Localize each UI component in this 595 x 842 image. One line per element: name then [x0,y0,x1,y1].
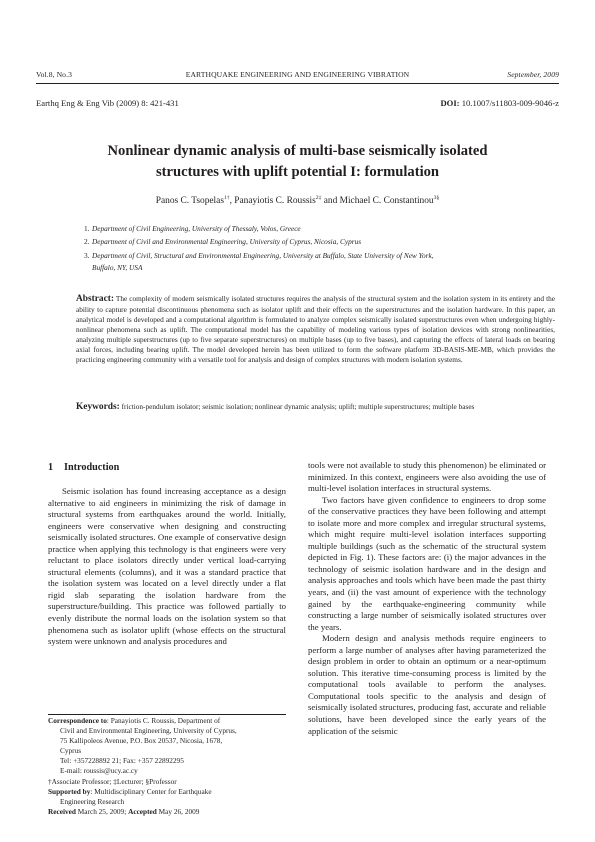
affiliation [84,263,515,273]
funding-label: Supported by [48,786,91,796]
received-label: Received [48,806,76,816]
author-name: Panos C. Tsopelas [155,196,224,207]
funding-line: : Multidisciplinary Center for Earthquake [90,786,212,796]
affiliation [84,224,515,234]
journal-volume: Vol.8, No.3 [36,70,72,79]
correspondence-line: : Panayiotis C. Roussis, Department of [106,716,221,725]
body-paragraph: Seismic isolation has found increasing acceptance as a design alternative to aid engineers in minimizing the risk of damage in structural systems from earthquakes around the world. Initially, engineers were conservative when designing and constructing seismically isolated structures. One example of conservative design practice when applying this technology is that engineers were very reluctant to place isolators directly under vertical load-carrying structural elements (columns), and it was a standard practice that the isolation system was located on a level directly under a flat rigid slab separating the isolation hardware from the superstructure/building. This practice was followed partially to evenly distribute the normal loads on the isolation system so that phenomena such as isolator uplift (whose effects on the structural system were unknown and analysis procedures and [48,486,286,647]
funding [48,787,286,797]
running-head [36,70,559,82]
abstract [76,294,555,365]
affiliation [84,251,515,261]
keywords-label: Keywords: [76,402,120,412]
paper-title [60,141,535,183]
author-marker: 3§ [433,195,440,201]
doi-label: DOI: [440,98,460,108]
section-heading [48,462,119,473]
doi[interactable] [440,98,559,108]
accepted-label: Accepted [128,806,157,816]
section-number: 1 [48,462,54,473]
title-line-1: Nonlinear dynamic analysis of multi-base seismically isolated [107,143,488,159]
citation: Earthq Eng & Eng Vib (2009) 8: 421-431 [36,98,179,108]
citation-line [36,98,559,110]
keywords [76,402,555,412]
body-paragraph: tools were not available to study this phenomenon) be eliminated or minimized. In this context, engineers were also avoiding the use of multi-level isolation interfaces in structural systems. [308,460,546,494]
body-paragraph: Two factors have given confidence to engineers to drop some of the conservative practices they have been following and attempt to isolate more and more complex and irregular structural systems, which might require multi-level isolation interfaces supporting multiple buildings (such as the schematic of the structural system depicted in Fig. 1). These factors are: (i) the major advances in the technology of seismic isolation hardware and in the design and analysis approaches and tools which have been made the past thirty years, and (ii) the vast amount of experience with the technology gained by the earthquake-engineering community while constructing a large number of seismically isolated structures over the years. [308,494,546,632]
affiliation-number: 3. [84,251,90,260]
footnotes [48,716,286,817]
funding-line: Engineering Research [60,796,125,806]
body-paragraph: Modern design and analysis methods require engineers to perform a large number of analyses after having parameterized the design problem in order to obtain an optimum or a near-optimum solution. This iterative time-consuming process is limited by the computational tools available to perform the analyses. Computational tools specific to the analysis and design of seismically isolated structures, producing fast, accurate and reliable solutions, have been developed since the early years of the application of the seismic [308,633,546,736]
author-ranks: †Associate Professor; ‡Lecturer; §Professor [48,776,177,786]
affiliation-text: Department of Civil Engineering, University of Thessaly, Volos, Greece [92,224,301,233]
issue-date: September, 2009 [507,70,559,79]
dates [48,807,286,817]
correspondence-label: Correspondence to [48,716,107,725]
affiliation-text: Department of Civil, Structural and Environmental Engineering, University at Buffalo, State University of New York, [92,251,434,260]
affiliation-text: Department of Civil and Environmental Engineering, University of Cyprus, Nicosia, Cyprus [92,237,362,246]
author-separator: , [229,196,235,207]
correspondence-line: Civil and Environmental Engineering, University of Cyprus, [60,726,237,736]
author-separator: and [321,196,340,207]
header-rule [36,83,559,84]
affiliation [84,237,515,247]
author-name: Michael C. Constantinou [339,196,434,207]
doi-value: 10.1007/s11803-009-9046-z [459,98,559,108]
correspondence-line: Cyprus [60,746,82,756]
author-marker: 2‡ [315,195,322,201]
abstract-text: The complexity of modern seismically isolated structures requires the analysis of the structural system and the isolation system in its entirety and the ability to capture potential discontinuous phenomena such as isolator uplift and their effects on the superstructures and the isolation hardware. In this paper, an analytical model is developed and a computational algorithm is formulated to analyze complex seismically isolated superstructures even when undergoing highly-nonlinear phenomena such as uplift. The computational model has the capability of modeling various types of isolation devices with strong nonlinearities, analyzing multiple superstructures (up to five separate superstructures) on multiple bases (up to five bases), and capturing the effects of lateral loads on bearing axial forces, including bearing uplift. The model developed herein has been utilized to form the software platform 3D-BASIS-ME-MB, which provides the practicing engineering community with a versatile tool for analysis and design of complex structures with modern isolation systems. [76,294,555,364]
footnote-rule [48,714,286,715]
body-column-left [48,486,286,648]
affiliation-number: 2. [84,237,90,246]
contact-email[interactable]: E-mail: roussis@ucy.ac.cy [60,766,138,776]
author-name: Panayiotis C. Roussis [234,196,316,207]
author-marker: 1† [223,195,230,201]
journal-name: EARTHQUAKE ENGINEERING AND ENGINEERING VIBRATION [185,70,410,79]
received-date: March 25, 2009; [75,806,129,816]
section-title: Introduction [64,462,120,473]
keywords-text: friction-pendulum isolator; seismic isolation; nonlinear dynamic analysis; uplift; multiple superstructures; multiple bases [121,402,475,411]
title-line-2: structures with uplift potential I: formulation [155,164,440,180]
accepted-date: May 26, 2009 [156,806,200,816]
body-column-right [308,460,546,737]
affiliation-number: 1. [84,224,90,233]
affiliation-text: Buffalo, NY, USA [92,263,143,272]
abstract-label: Abstract: [76,294,115,304]
correspondence-line: 75 Kallipoleos Avenue, P.O. Box 20537, Nicosia, 1678, [60,736,223,746]
correspondence [48,716,286,726]
contact-phone: Tel: +357228892 21; Fax: +357 22892295 [60,756,184,766]
author-list [60,195,535,206]
